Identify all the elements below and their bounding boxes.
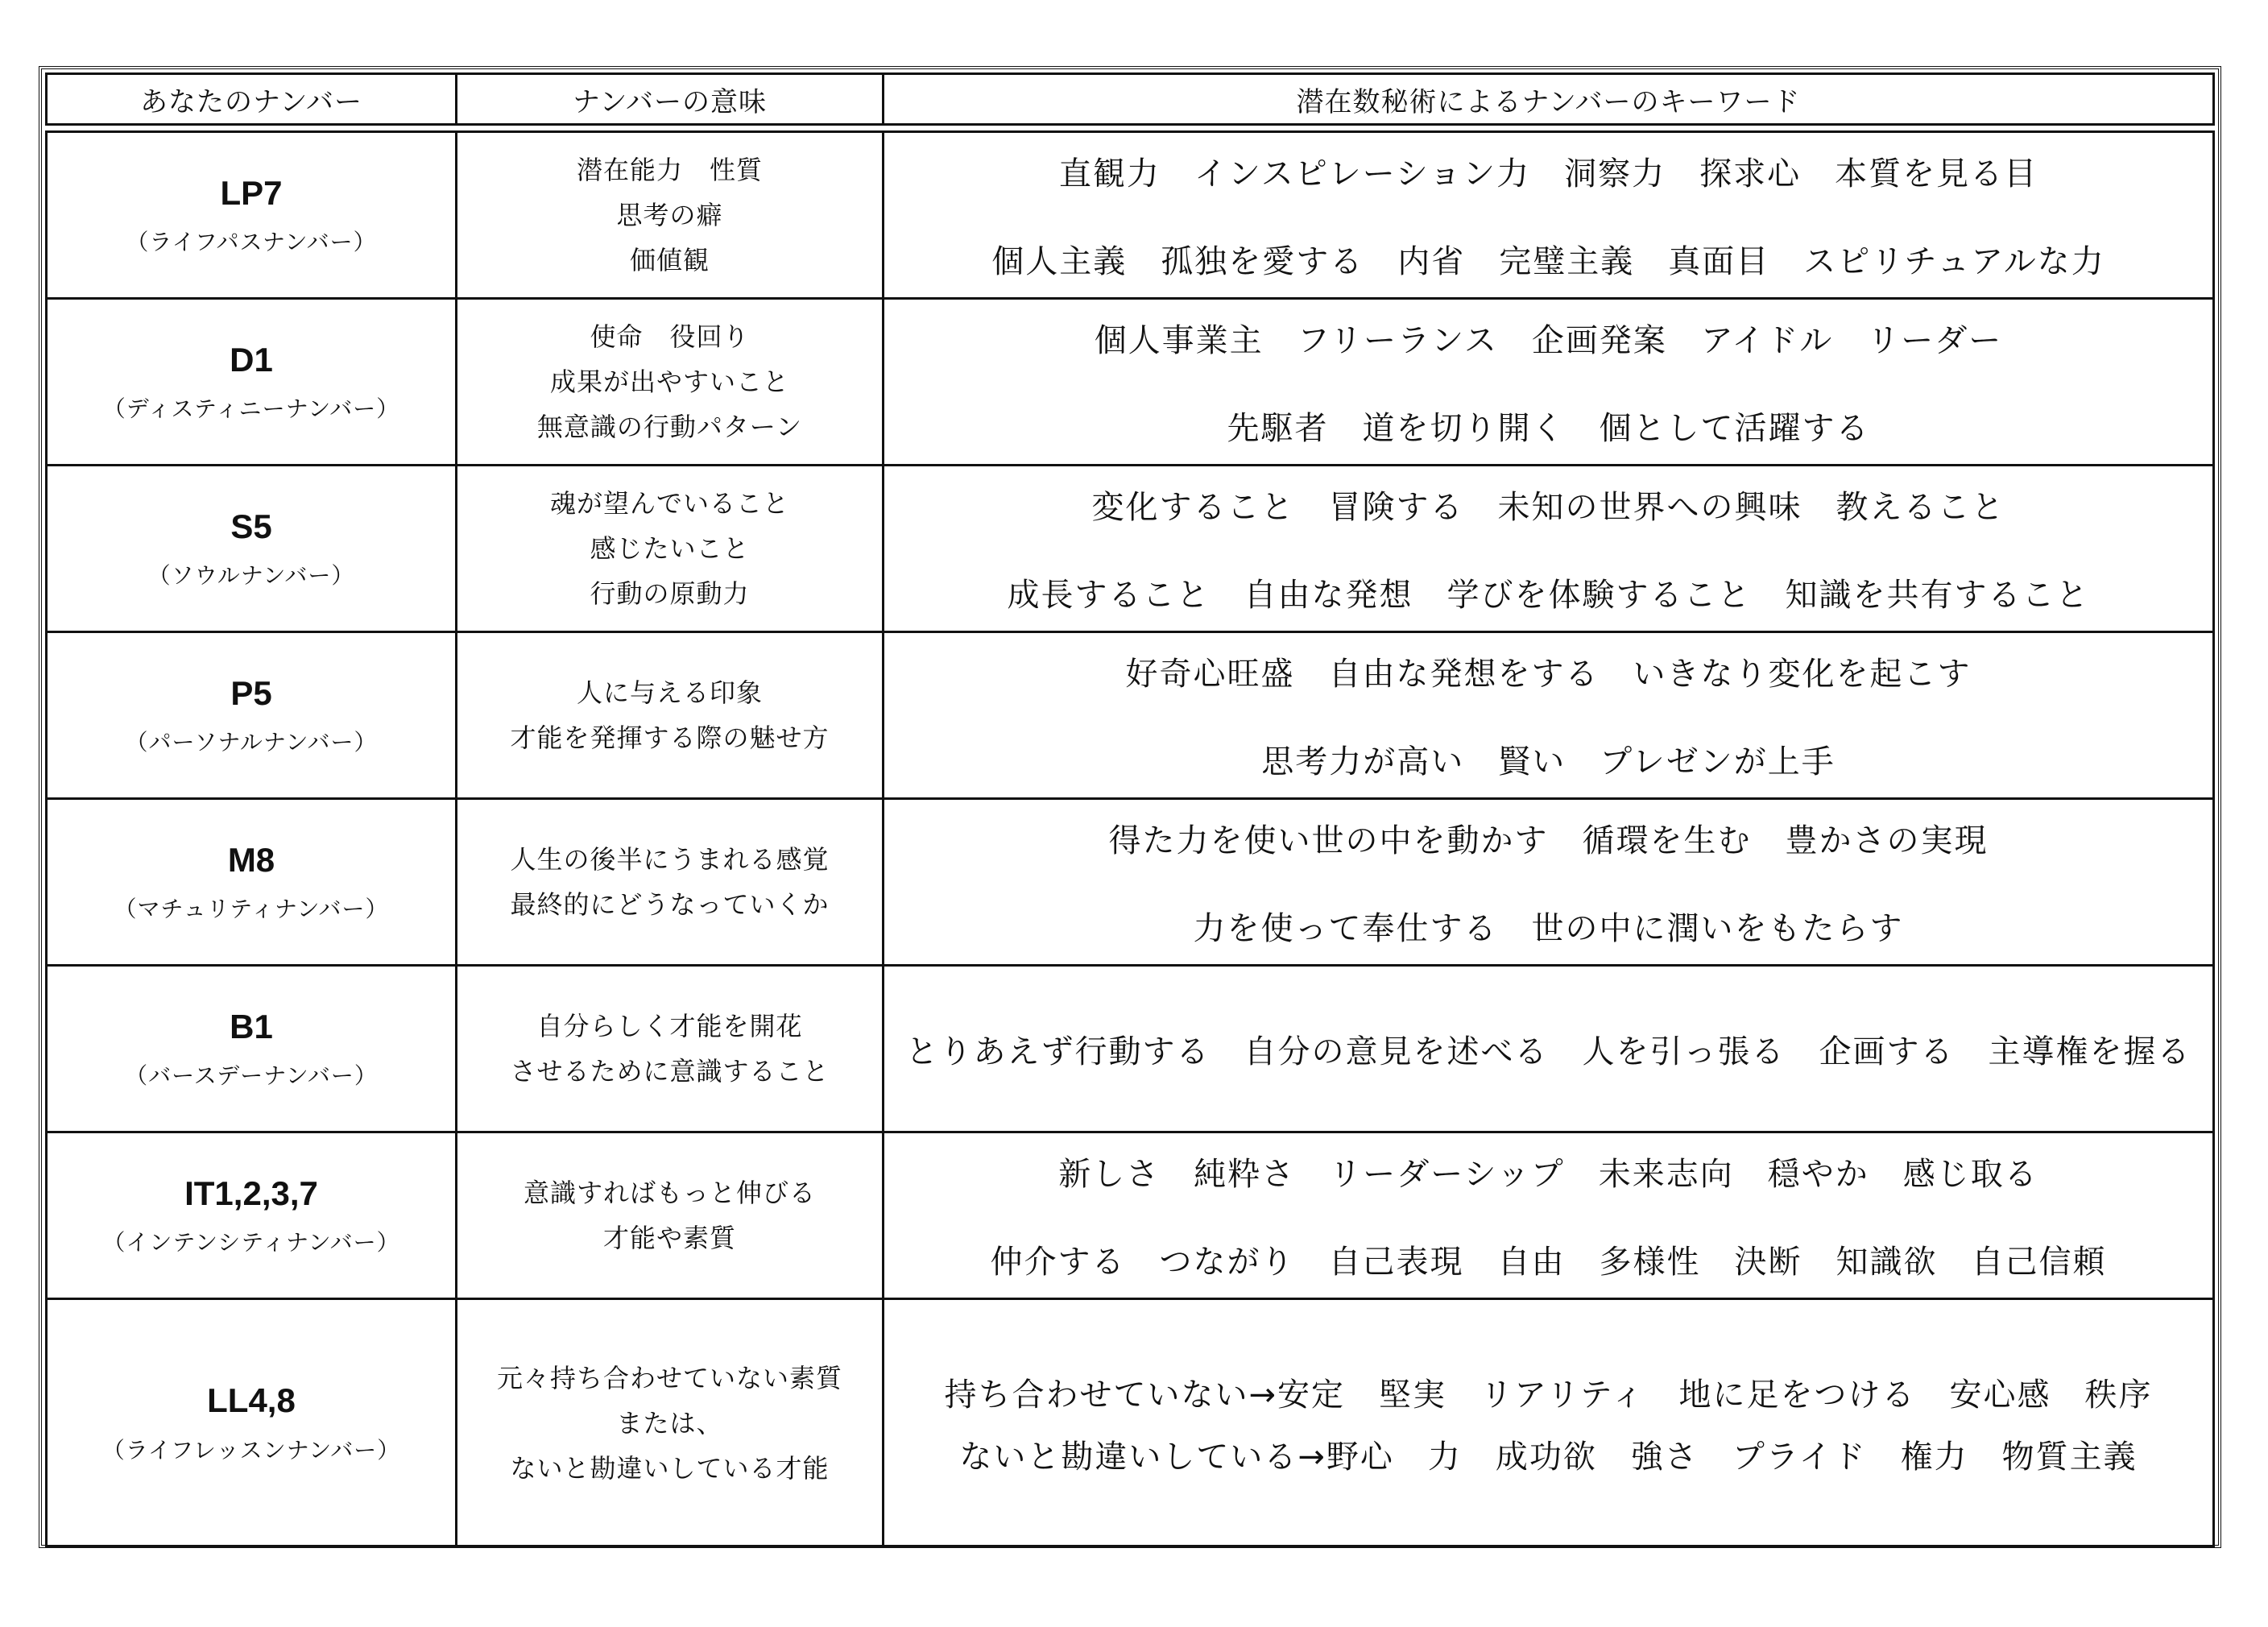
number-cell	[48, 466, 455, 631]
keyword-line: 個人主義 孤独を愛する 内省 完璧主義 真面目 スピリチュアルな力	[991, 243, 2105, 280]
table-row	[48, 967, 2212, 1133]
keyword-line: 仲介する つながり 自己表現 自由 多様性 決断 知識欲 自己信頼	[990, 1244, 2107, 1281]
keyword-line: 得た力を使い世の中を動かす 循環を生む 豊かさの実現	[1108, 822, 1989, 859]
number-cell	[48, 1133, 455, 1298]
meaning-line: 潜在能力 性質	[576, 155, 763, 185]
header-number: あなたのナンバー	[140, 85, 362, 118]
keyword-line: 持ち合わせていない→安定 堅実 リアリティ 地に足をつける 安心感 秩序	[944, 1376, 2153, 1414]
meaning-line: 意識すればもっと伸びる	[523, 1178, 816, 1208]
number-cell	[48, 633, 455, 797]
number-cell	[48, 300, 455, 464]
meaning-line: させるために意識すること	[510, 1056, 830, 1087]
keyword-line: とりあえず行動する 自分の意見を述べる 人を引っ張る 企画する 主導権を握る	[905, 1033, 2191, 1070]
header-keywords: 潜在数秘術によるナンバーのキーワード	[882, 75, 2212, 123]
meaning-line: 思考の癖	[616, 200, 723, 230]
meaning-line: 使命 役回り	[590, 321, 750, 352]
meaning-line: 成果が出やすいこと	[549, 366, 789, 397]
table-row	[48, 800, 2212, 967]
meaning-line: 人生の後半にうまれる感覚	[510, 844, 830, 875]
meaning-line: 価値観	[629, 245, 710, 275]
keyword-line: 成長すること 自由な発想 学びを体験すること 知識を共有すること	[1007, 577, 2090, 614]
meaning-line: または、	[616, 1407, 723, 1439]
number-cell	[48, 133, 455, 297]
keyword-line: 新しさ 純粋さ リーダーシップ 未来志向 穏やか 感じ取る	[1058, 1156, 2038, 1193]
number-name: （ライフレッスンナンバー）	[101, 1436, 401, 1463]
keyword-line: 好奇心旺盛 自由な発想をする いきなり変化を起こす	[1125, 656, 1972, 693]
keywords-cell	[882, 967, 2212, 1131]
header-meaning: ナンバーの意味	[455, 75, 882, 123]
number-table	[39, 66, 2221, 1548]
number-code: LP7	[220, 173, 283, 212]
meaning-cell	[455, 967, 882, 1131]
keyword-line: 力を使って奉仕する 世の中に潤いをもたらす	[1193, 910, 1904, 947]
number-cell	[48, 1300, 455, 1546]
keyword-line: ないと勘違いしている→野心 力 成功欲 強さ プライド 権力 物質主義	[959, 1438, 2138, 1476]
table-row	[48, 133, 2212, 300]
number-code: S5	[230, 507, 272, 545]
keyword-line: 先駆者 道を切り開く 個として活躍する	[1227, 410, 1870, 447]
keyword-line: 思考力が高い 賢い プレゼンが上手	[1261, 743, 1836, 780]
table-row	[48, 1133, 2212, 1300]
table-row	[48, 466, 2212, 633]
keywords-cell	[882, 1300, 2212, 1546]
table-row	[48, 300, 2212, 466]
meaning-line: 最終的にどうなっていくか	[510, 889, 830, 920]
meaning-cell	[455, 633, 882, 797]
number-code: B1	[230, 1007, 273, 1045]
table-row	[48, 633, 2212, 800]
meaning-line: 自分らしく才能を開花	[536, 1011, 803, 1041]
meaning-line: 魂が望んでいること	[549, 488, 789, 519]
meaning-line: 才能や素質	[602, 1223, 736, 1253]
keyword-line: 個人事業主 フリーランス 企画発案 アイドル リーダー	[1094, 322, 2003, 359]
table-header	[45, 72, 2215, 126]
number-name: （ディスティニーナンバー）	[102, 395, 400, 423]
number-name: （インテンシティナンバー）	[102, 1229, 400, 1256]
keywords-cell	[882, 800, 2212, 964]
keyword-line: 直観力 インスピレーション力 洞察力 探求心 本質を見る目	[1058, 155, 2038, 193]
number-code: D1	[230, 340, 273, 379]
meaning-line: ないと勘違いしている才能	[510, 1452, 830, 1484]
meaning-cell	[455, 300, 882, 464]
keyword-line: 変化すること 冒険する 未知の世界への興味 教えること	[1091, 489, 2005, 526]
table-row	[48, 1300, 2212, 1546]
number-name: （パーソナルナンバー）	[125, 729, 378, 756]
number-cell	[48, 967, 455, 1131]
meaning-line: 元々持ち合わせていない素質	[496, 1362, 842, 1393]
keywords-cell	[882, 466, 2212, 631]
number-name: （マチュリティナンバー）	[114, 896, 389, 923]
meaning-cell	[455, 800, 882, 964]
keywords-cell	[882, 133, 2212, 297]
number-name: （バースデーナンバー）	[125, 1062, 378, 1090]
number-cell	[48, 800, 455, 964]
number-code: M8	[227, 840, 275, 879]
number-code: IT1,2,3,7	[184, 1174, 318, 1212]
keywords-cell	[882, 1133, 2212, 1298]
number-name: （ライフパスナンバー）	[126, 229, 377, 256]
meaning-line: 無意識の行動パターン	[536, 412, 803, 442]
number-name: （ソウルナンバー）	[147, 562, 355, 590]
meaning-cell	[455, 1133, 882, 1298]
meaning-cell	[455, 1300, 882, 1546]
meaning-line: 感じたいこと	[590, 533, 750, 564]
keywords-cell	[882, 633, 2212, 797]
meaning-line: 行動の原動力	[590, 578, 750, 609]
table-body	[45, 130, 2215, 1548]
meaning-line: 人に与える印象	[576, 677, 763, 708]
meaning-line: 才能を発揮する際の魅せ方	[510, 722, 830, 753]
number-code: LL4,8	[207, 1381, 296, 1420]
meaning-cell	[455, 133, 882, 297]
number-code: P5	[230, 673, 272, 712]
keywords-cell	[882, 300, 2212, 464]
meaning-cell	[455, 466, 882, 631]
